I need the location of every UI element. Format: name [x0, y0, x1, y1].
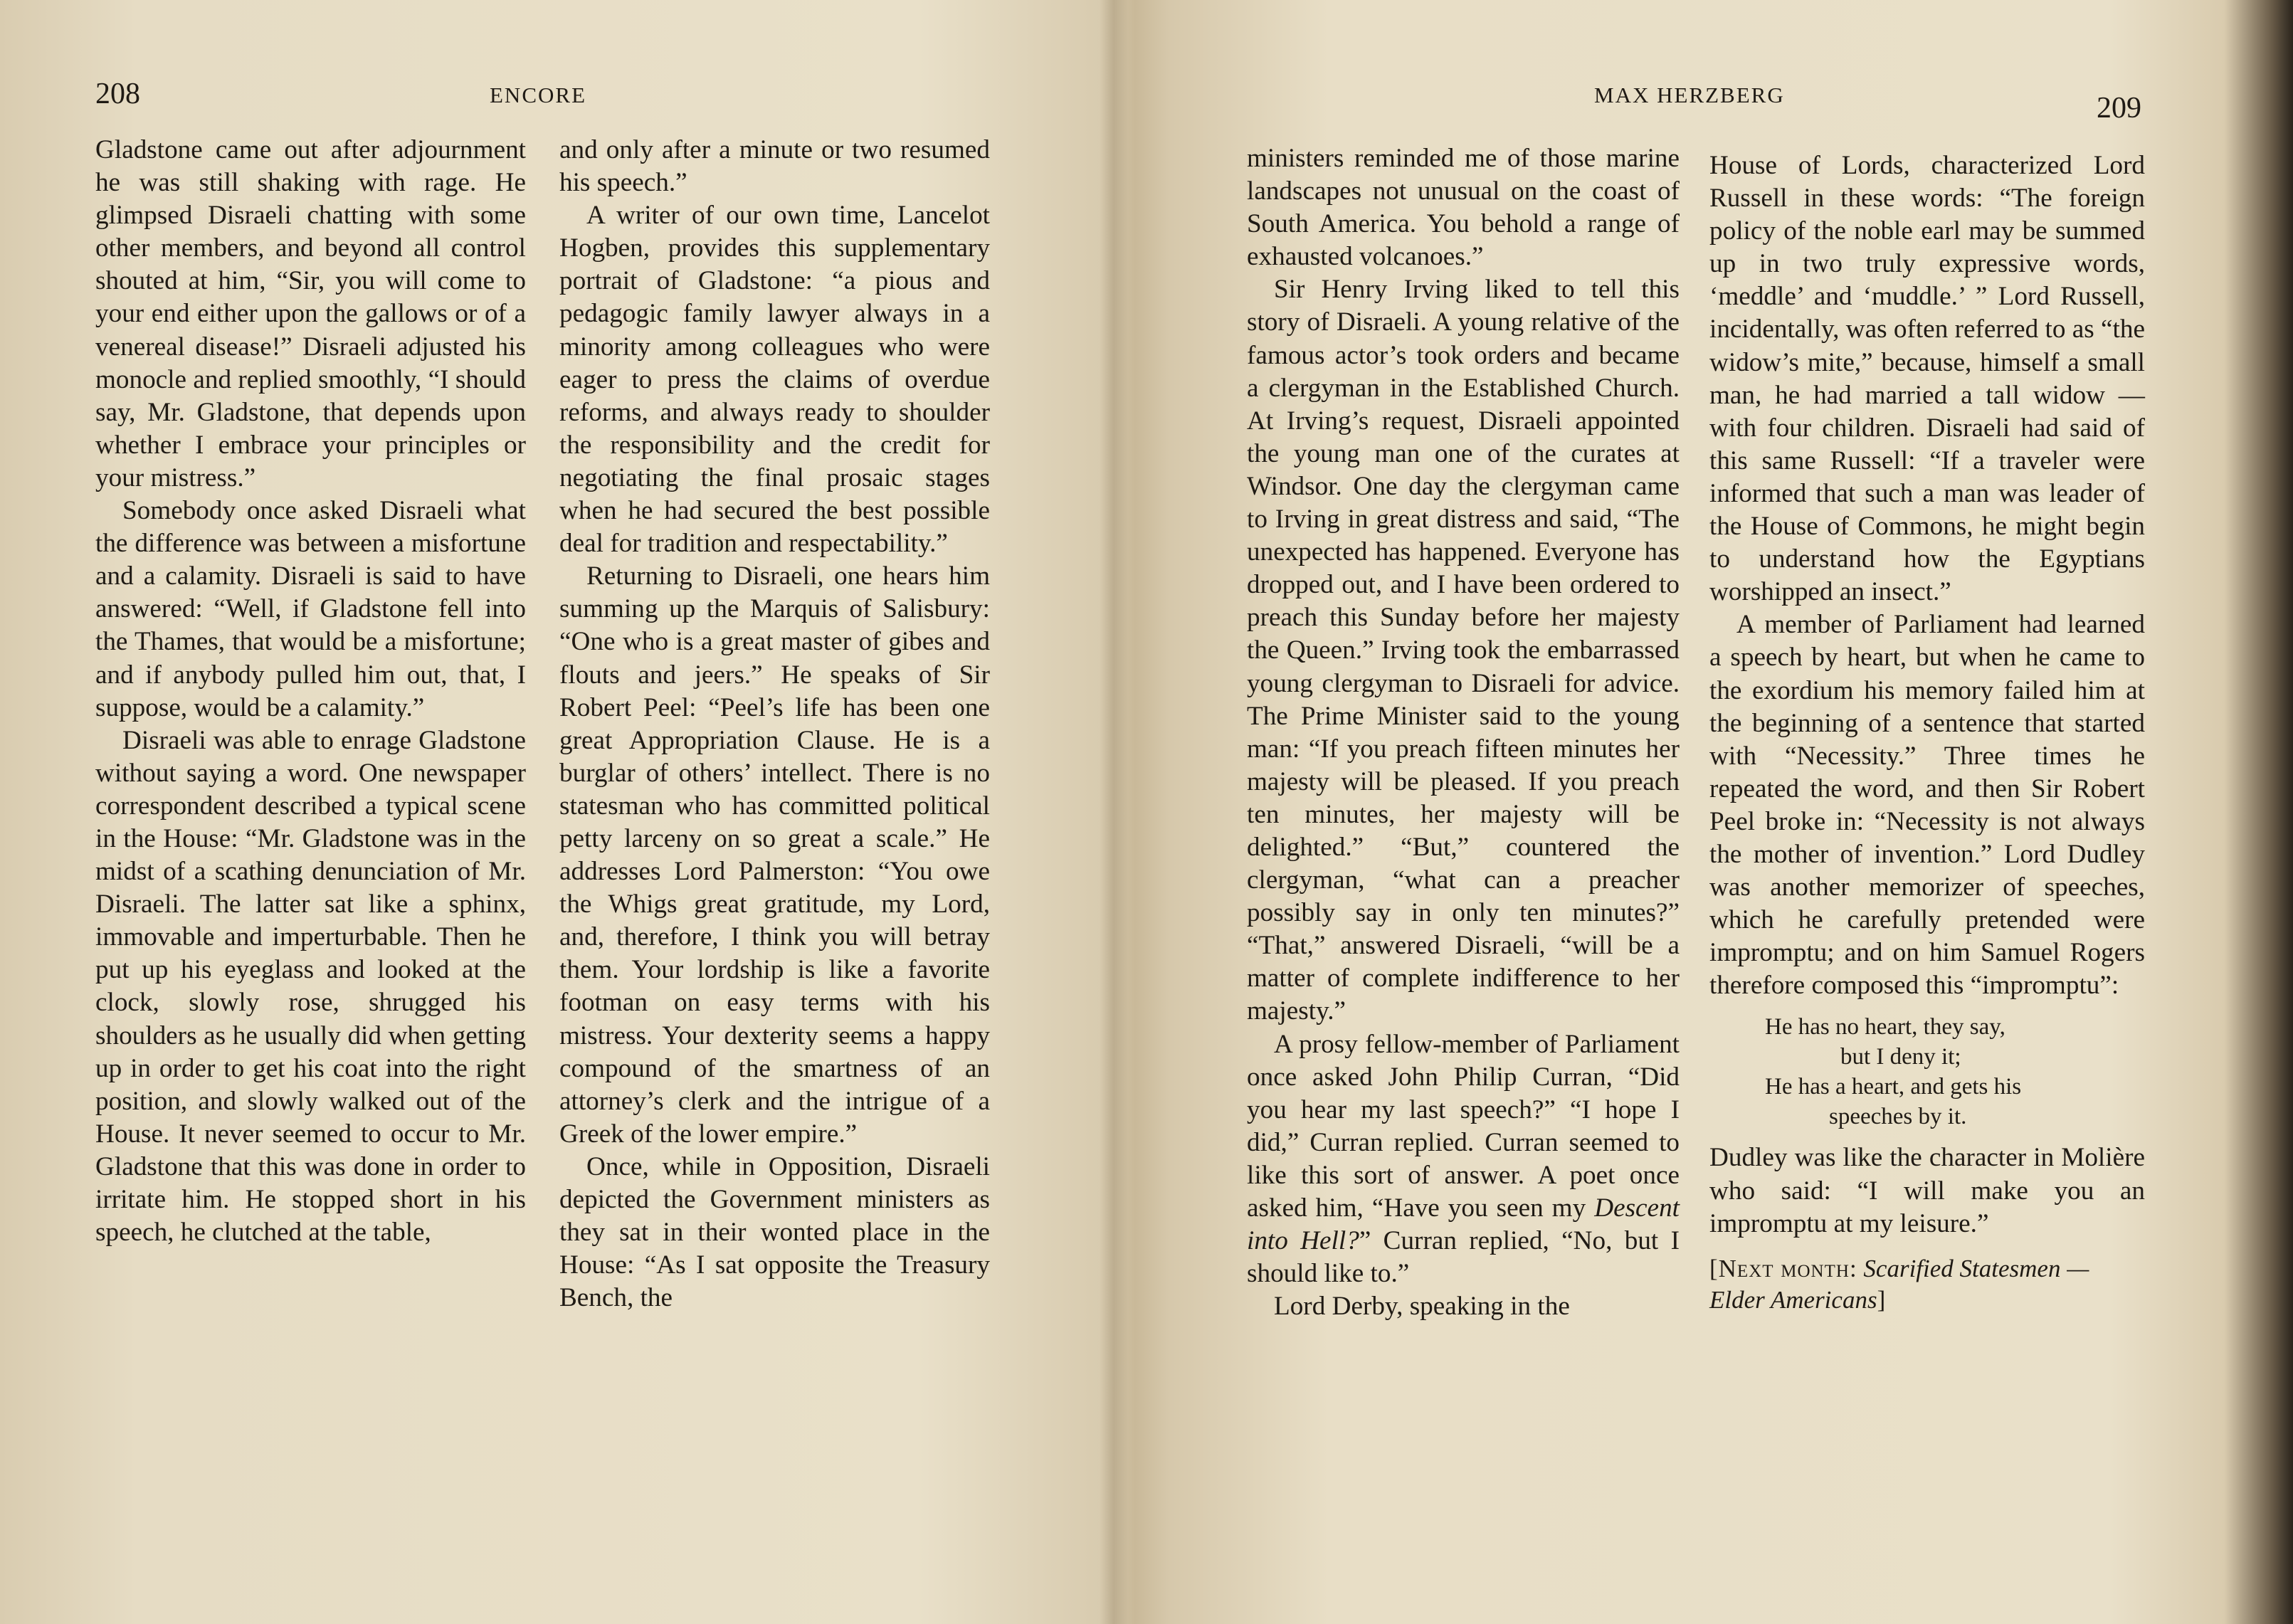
paragraph: Once, while in Opposition, Disraeli depicted the Government ministers as they sat in their wonted place in the House: “As I sat opposite the Treasury Bench, the	[559, 1151, 990, 1313]
paragraph	[1247, 1028, 1680, 1291]
paragraph: Gladstone came out after adjournment he was still shaking with rage. He glimpsed Disraeli chatting with some other members, and beyond all control shouted at him, “Sir, you will come to your end either upon the gallows or of a venereal disease!” Disraeli adjusted his monocle and replied smoothly, “I should say, Mr. Gladstone, that depends upon whether I embrace your principles or your mistress.”	[95, 135, 526, 492]
paragraph: House of Lords, characterized Lord Russell in these words: “The foreign policy of the noble earl may be summed up in two truly expressive words, ‘meddle’ and ‘muddle.’ ” Lord Russell, incidentally, was often referred to as “the widow’s mite,” because, himself a small man, he had married a tall widow — with four children. Disraeli had said of this same Russell: “If a traveler were informed that such a man was leader of the House of Commons, he might begin to understand how the Egyptians worshipped an insect.”	[1709, 151, 2145, 607]
paragraph: Returning to Disraeli, one hears him summing up the Marquis of Salisbury: “One who is a great master of gibes and flouts and jeers.” He speaks of Sir Robert Peel: “Peel’s life has been one great Appropriation Clause. He is a burglar of others’ intellect. There is no statesman who has committed political petty larceny on so great a scale.” He addresses Lord Palmerston: “You owe the Whigs great gratitude, my Lord, and, therefore, I think you will betray them. Your lordship is like a favorite footman on easy terms with his mistress. Your dexterity seems a happy compound of the smartness of an attorney’s clerk and the intrigue of a Greek of the lower empire.”	[559, 561, 990, 1149]
next-month-close: ]	[1877, 1285, 1886, 1314]
next-month-title: Scarified Statesmen — Elder Americans	[1709, 1254, 2089, 1314]
paragraph: A member of Parliament had learned a speech by heart, but when he came to the exordium his memory failed him at the beginning of a sentence that started with “Necessity.” Three times he repeated the word, and then Sir Robert Peel broke in: “Necessity is not always the mother of invention.” Lord Dudley was another memorizer of speeches, which he carefully pretended were impromptu; and on him Samuel Rogers therefore composed this “impromptu”:	[1709, 610, 2145, 1001]
paragraph: Somebody once asked Disraeli what the difference was between a misfortune and a calamity. Disraeli is said to have answered: “Well, if Gladstone fell into the Thames, that would be a misfortune; and if anybody pulled him out, that, I suppose, would be a calamity.”	[95, 496, 526, 722]
left-page-column-2	[559, 134, 990, 1314]
verse-line: speeches by it.	[1829, 1104, 1967, 1130]
verse-block	[1709, 1012, 2145, 1132]
next-month-label: [Next month:	[1709, 1254, 1857, 1282]
paragraph: Sir Henry Irving liked to tell this story of Disraeli. A young relative of the famous actor’s took orders and became a clergyman in the Established Church. At Irving’s request, Disraeli appointed the young man one of the curates at Windsor. One day the clergyman came to Irving in great distress and said, “The unexpected has happened. Everyone has dropped out, and I have been ordered to preach this Sunday before her majesty the Queen.” Irving took the embarrassed young clergyman to Disraeli for advice. The Prime Minister said to the young man: “If you preach fifteen minutes her majesty will be pleased. If you preach ten minutes, her majesty will be delighted.” “But,” countered the clergyman, “what can a preacher possibly say in only ten minutes?” “That,” answered Disraeli, “will be a matter of complete indifference to her majesty.”	[1247, 275, 1680, 1026]
page-number-left: 208	[95, 78, 140, 110]
right-page-column-1	[1247, 142, 1680, 1323]
paragraph: Disraeli was able to enrage Gladstone without saying a word. One newspaper correspondent described a typical scene in the House: “Mr. Gladstone was in the midst of a scathing denunciation of Mr. Disraeli. The latter sat like a sphinx, immovable and imperturbable. Then he put up his eyeglass and looked at the clock, slowly rose, shrugged his shoulders as he usually did when getting up in order to get his coat into the right position, and slowly walked out of the House. It never seemed to occur to Mr. Gladstone that this was done in order to irritate him. He stopped short in his speech, he clutched at the table,	[95, 725, 526, 1248]
paragraph-text: ” Curran replied, “No, but I should like to.”	[1247, 1226, 1680, 1289]
paragraph: ministers reminded me of those marine landscapes not unusual on the coast of South America. You behold a range of exhausted volcanoes.”	[1247, 144, 1680, 272]
page-number-right: 209	[2097, 92, 2141, 125]
running-head-right: MAX HERZBERG	[1594, 83, 1785, 107]
verse-line: He has a heart, and gets his	[1765, 1074, 2022, 1100]
next-month-note	[1709, 1253, 2145, 1316]
book-title-italic: Descent into Hell?	[1247, 1193, 1680, 1256]
running-head-left: ENCORE	[490, 83, 586, 107]
paragraph-text: A prosy fellow-member of Parliament once asked John Philip Curran, “Did you hear my last speech?” “I hope I did,” Curran replied. Curran seemed to like this sort of answer. A poet once asked him, “Have you seen my	[1247, 1029, 1680, 1223]
left-page-column-1	[95, 134, 526, 1249]
paragraph: A writer of our own time, Lancelot Hogben, provides this supplementary portrait of Gladstone: “a pious and pedagogic family lawyer always in a minority among colleagues who were eager to press the claims of overdue reforms, and always ready to shoulder the responsibility and the credit for negotiating the final prosaic stages when he had secured the best possible deal for tradition and respectability.”	[559, 201, 990, 559]
verse-line: but I deny it;	[1840, 1044, 1961, 1070]
book-gutter	[1100, 0, 1128, 1624]
right-page-column-2	[1709, 149, 2145, 1316]
paragraph: Lord Derby, speaking in the	[1274, 1292, 1570, 1322]
verse-line: He has no heart, they say,	[1765, 1014, 2005, 1040]
paragraph: Dudley was like the character in Molière who said: “I will make you an impromptu at my leisure.”	[1709, 1143, 2145, 1238]
paragraph: and only after a minute or two resumed his speech.”	[559, 135, 990, 198]
